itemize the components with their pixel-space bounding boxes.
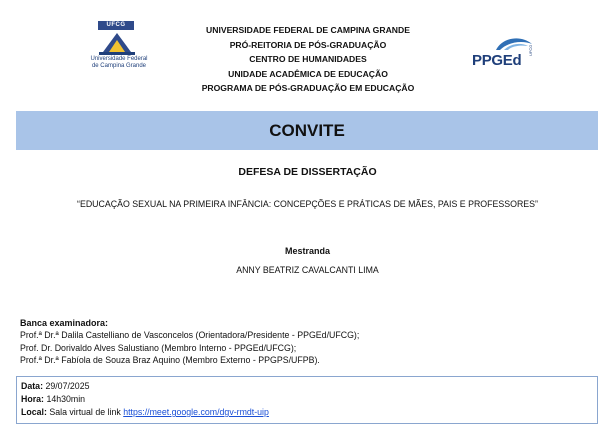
event-info-box [16, 376, 598, 424]
time-label: Hora: [21, 394, 44, 404]
ufcg-logo-top-text: UFCG [98, 21, 134, 30]
ufcg-seal-icon [97, 30, 137, 56]
meeting-link[interactable]: https://meet.google.com/dgv-rmdt-uip [123, 407, 269, 417]
institution-line: CENTRO DE HUMANIDADES [249, 54, 367, 65]
banner-title: CONVITE [269, 120, 345, 140]
role-label: Mestranda [284, 246, 330, 256]
convite-banner [16, 111, 598, 150]
institution-lines [150, 23, 466, 96]
date-line [21, 380, 269, 393]
institution-line: PRÓ-REITORIA DE PÓS-GRADUAÇÃO [229, 39, 387, 50]
institution-line: UNIDADE ACADÊMICA DE EDUCAÇÃO [228, 68, 388, 79]
place-label: Local: [21, 407, 47, 417]
banca-member: Prof.ª Dr.ª Dalila Castelliano de Vasconcelos (Orientadora/Presidente - PPGEd/UFCG); [20, 330, 360, 340]
date-value: 29/07/2025 [45, 381, 90, 391]
ufcg-logo-caption [88, 56, 150, 70]
ufcg-caption-line: de Campina Grande [91, 63, 147, 69]
ppged-logo [472, 44, 536, 72]
place-line [21, 406, 269, 419]
banca-member: Prof.ª Dr.ª Fabíola de Souza Braz Aquino (Membro Externo - PPGPS/UFPB). [20, 355, 320, 365]
event-type: DEFESA DE DISSERTAÇÃO [238, 166, 377, 178]
student-name: ANNY BEATRIZ CAVALCANTI LIMA [236, 265, 379, 275]
place-text: Sala virtual de link [49, 407, 121, 417]
dissertation-title: “EDUCAÇÃO SEXUAL NA PRIMEIRA INFÂNCIA: CONCEPÇÕES E PRÁTICAS DE MÃES, PAIS E PROFESSORES” [77, 199, 538, 209]
banca-member: Prof. Dr. Dorivaldo Alves Salustiano (Membro Interno - PPGEd/UFCG); [20, 342, 297, 353]
ufcg-caption-line: Universidade Federal [90, 56, 148, 62]
document-header [0, 0, 615, 105]
ppged-logo-side-text: UFCG [528, 44, 533, 56]
banca-member-list [20, 329, 359, 367]
time-value: 14h30min [46, 394, 86, 404]
time-line [21, 393, 269, 406]
ufcg-logo [88, 20, 150, 76]
ppged-logo-text: PPGEd [472, 52, 522, 69]
banca-heading: Banca examinadora: [20, 318, 109, 328]
institution-line: UNIVERSIDADE FEDERAL DE CAMPINA GRANDE [206, 25, 410, 35]
institution-line: PROGRAMA DE PÓS-GRADUAÇÃO EM EDUCAÇÃO [201, 83, 415, 94]
date-label: Data: [21, 381, 43, 391]
